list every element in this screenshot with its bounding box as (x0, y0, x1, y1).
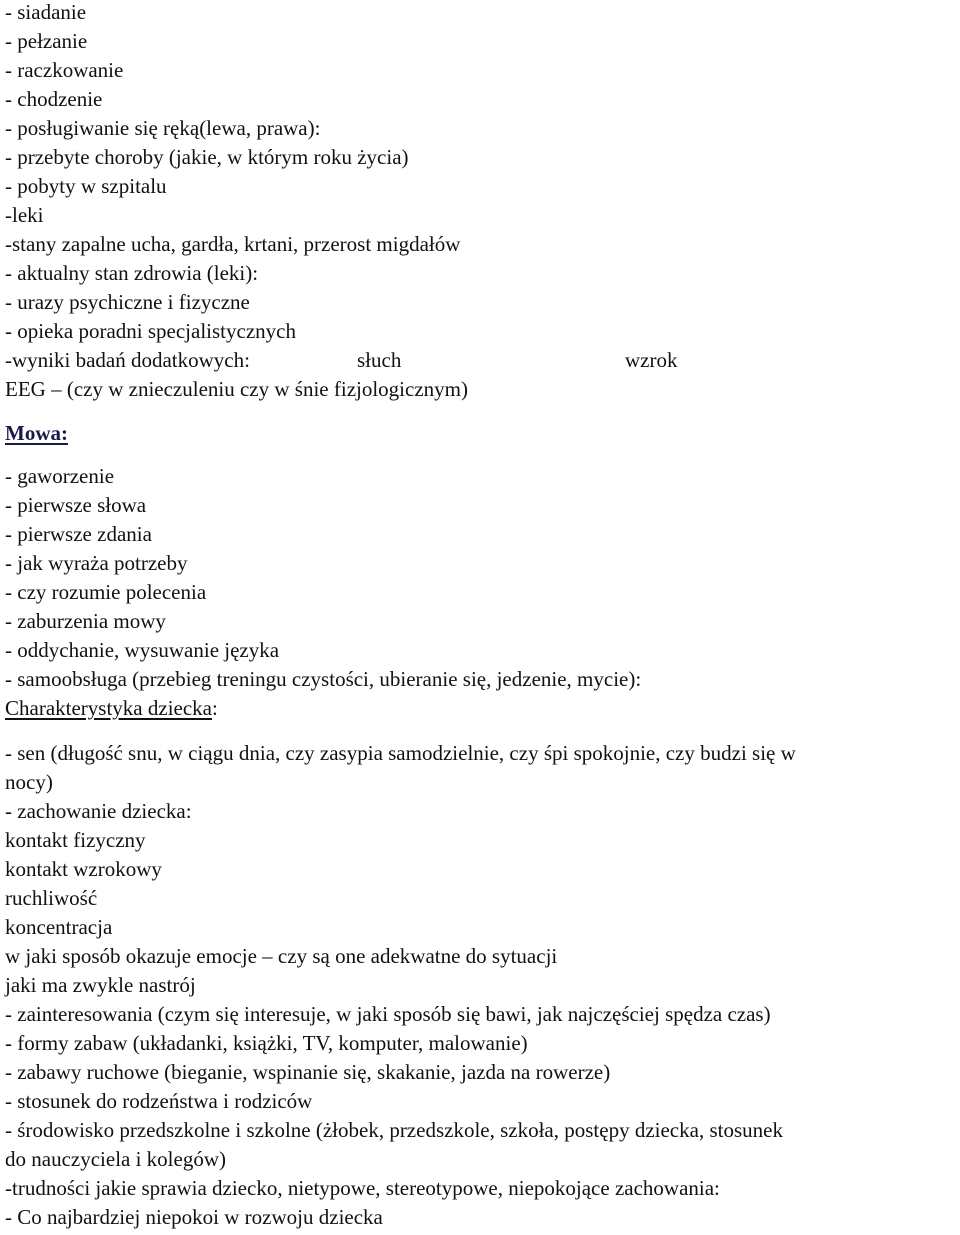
list-item: - formy zabaw (układanki, książki, TV, komputer, malowanie) (5, 1031, 528, 1055)
list-item: - pierwsze zdania (5, 522, 152, 546)
charakterystyka-heading-row (5, 694, 218, 723)
list-item: w jaki sposób okazuje emocje – czy są one adekwatne do sytuacji (5, 944, 558, 968)
list-item: koncentracja (5, 915, 113, 939)
list-item: - sen (długość snu, w ciągu dnia, czy zasypia samodzielnie, czy śpi spokojnie, czy budzi się w (5, 741, 796, 765)
list-item: - raczkowanie (5, 58, 124, 82)
list-item: - zaburzenia mowy (5, 609, 166, 633)
list-item: ruchliwość (5, 886, 98, 910)
list-item: kontakt wzrokowy (5, 857, 162, 881)
sluch-label: słuch (357, 348, 402, 372)
list-item: - przebyte choroby (jakie, w którym roku życia) (5, 145, 409, 169)
list-item: - oddychanie, wysuwanie języka (5, 638, 280, 662)
list-item: - posługiwanie się ręką(lewa, prawa): (5, 116, 321, 140)
list-item: kontakt fizyczny (5, 828, 146, 852)
list-item: nocy) (5, 770, 53, 794)
list-item: - pierwsze słowa (5, 493, 147, 517)
list-item: - Co najbardziej niepokoi w rozwoju dziecka (5, 1205, 383, 1229)
list-item: - samoobsługa (przebieg treningu czystości, ubieranie się, jedzenie, mycie): (5, 667, 642, 691)
list-item: - chodzenie (5, 87, 103, 111)
list-item: jaki ma zwykle nastrój (5, 973, 196, 997)
eeg-line: EEG – (czy w znieczuleniu czy w śnie fizjologicznym) (5, 377, 468, 401)
list-item: -leki (5, 203, 44, 227)
charakterystyka-heading: Charakterystyka dziecka (5, 696, 212, 720)
list-item: - pełzanie (5, 29, 88, 53)
list-item: - gaworzenie (5, 464, 115, 488)
list-item: - siadanie (5, 0, 87, 24)
list-item: -trudności jakie sprawia dziecko, nietypowe, stereotypowe, niepokojące zachowania: (5, 1176, 720, 1200)
list-item: - stosunek do rodzeństwa i rodziców (5, 1089, 313, 1113)
wyniki-label: -wyniki badań dodatkowych: (5, 348, 250, 372)
list-item: - zachowanie dziecka: (5, 799, 192, 823)
list-item: -stany zapalne ucha, gardła, krtani, przerost migdałów (5, 232, 461, 256)
list-item: - zabawy ruchowe (bieganie, wspinanie się, skakanie, jazda na rowerze) (5, 1060, 611, 1084)
list-item: - jak wyraża potrzeby (5, 551, 188, 575)
wzrok-label: wzrok (625, 348, 678, 372)
list-item: - środowisko przedszkolne i szkolne (żłobek, przedszkole, szkoła, postępy dziecka, stosunek (5, 1118, 783, 1142)
list-item: - pobyty w szpitalu (5, 174, 167, 198)
heading-colon: : (212, 696, 218, 720)
list-item: do nauczyciela i kolegów) (5, 1147, 226, 1171)
list-item: - opieka poradni specjalistycznych (5, 319, 296, 343)
mowa-heading: Mowa: (5, 421, 68, 445)
list-item: - urazy psychiczne i fizyczne (5, 290, 250, 314)
list-item: - czy rozumie polecenia (5, 580, 207, 604)
list-item: - aktualny stan zdrowia (leki): (5, 261, 259, 285)
list-item: - zainteresowania (czym się interesuje, w jaki sposób się bawi, jak najczęściej spędza czas) (5, 1002, 771, 1026)
wyniki-row (5, 346, 955, 375)
